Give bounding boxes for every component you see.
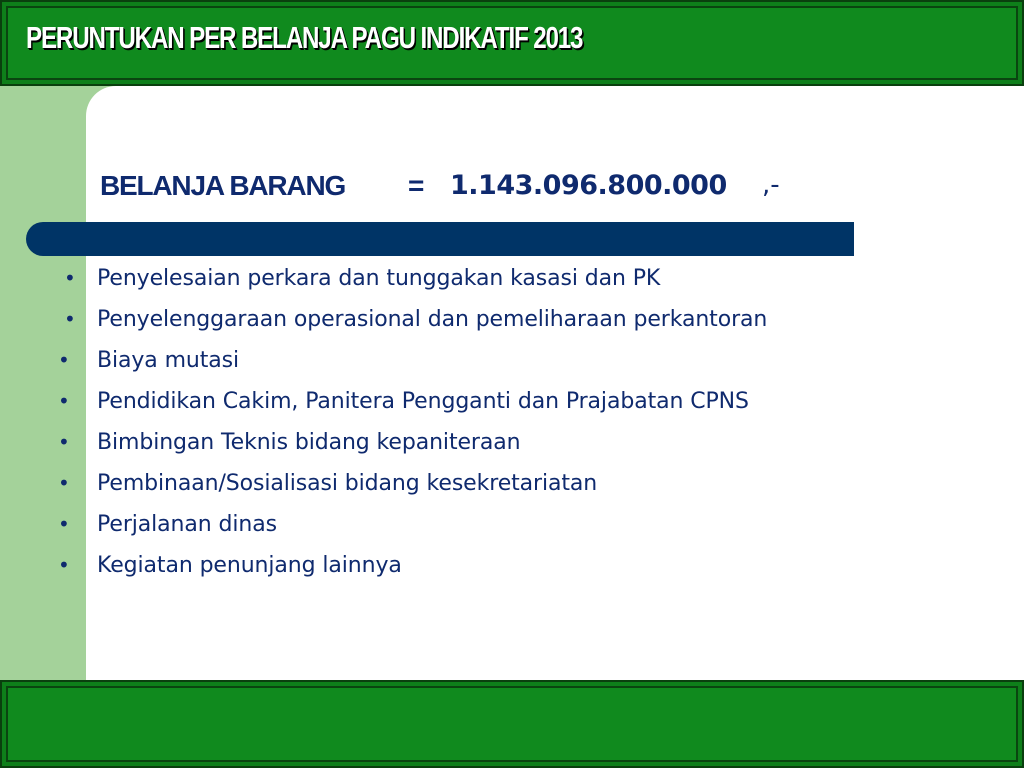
list-item (0, 549, 1000, 590)
divider-bar (26, 222, 854, 256)
bullet-icon: • (58, 430, 70, 454)
list-item-text: Penyelenggaraan operasional dan pemeliharaan perkantoran (97, 307, 768, 332)
headline-label: BELANJA BARANG (100, 170, 346, 201)
item-list (0, 262, 1000, 590)
list-item (0, 467, 1000, 508)
list-item-text: Pendidikan Cakim, Panitera Pengganti dan Prajabatan CPNS (97, 389, 749, 414)
bullet-icon: • (58, 471, 70, 495)
list-item-text: Perjalanan dinas (97, 512, 277, 537)
bullet-icon: • (58, 348, 70, 372)
footer-bar-inner (6, 686, 1018, 762)
headline-equals: = (408, 170, 425, 201)
bullet-icon: • (58, 389, 70, 413)
list-item-text: Kegiatan penunjang lainnya (97, 553, 402, 578)
bullet-icon: • (58, 512, 70, 536)
list-item (0, 508, 1000, 549)
list-item-text: Penyelesaian perkara dan tunggakan kasasi dan PK (97, 266, 661, 291)
headline-amount: 1.143.096.800.000 (450, 170, 727, 201)
list-item-text: Bimbingan Teknis bidang kepaniteraan (97, 430, 521, 455)
footer-bar (0, 680, 1024, 768)
list-item (0, 344, 1000, 385)
list-item (0, 262, 1000, 303)
bullet-icon: • (58, 553, 70, 577)
list-item (0, 385, 1000, 426)
bullet-icon: • (64, 266, 76, 290)
list-item (0, 303, 1000, 344)
headline-suffix: ,- (762, 170, 780, 200)
list-item-text: Biaya mutasi (97, 348, 240, 373)
list-item (0, 426, 1000, 467)
list-item-text: Pembinaan/Sosialisasi bidang kesekretariatan (97, 471, 598, 496)
slide-title: PERUNTUKAN PER BELANJA PAGU INDIKATIF 2013 (26, 20, 583, 55)
bullet-icon: • (64, 307, 76, 331)
